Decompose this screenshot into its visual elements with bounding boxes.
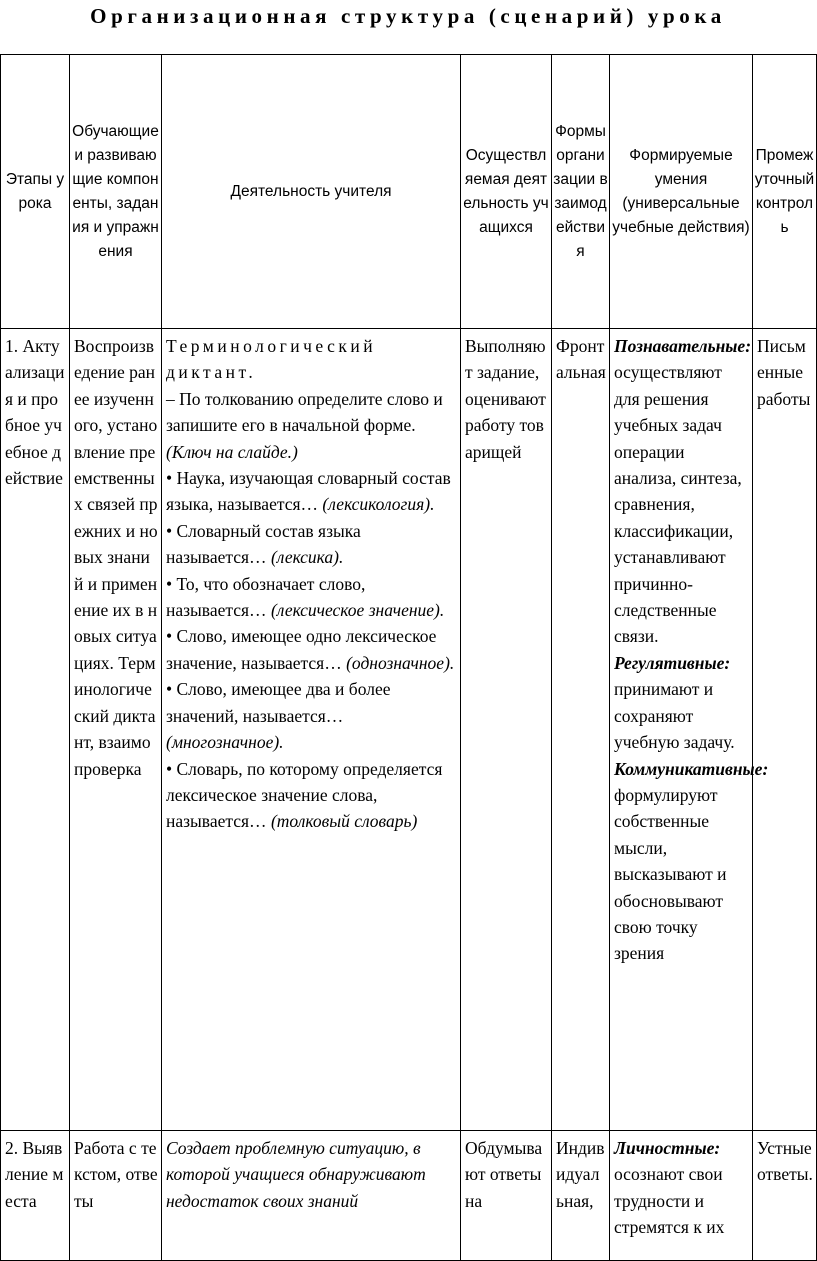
header-control: Промежуточный контроль <box>753 55 817 329</box>
header-forms: Формы организации взаимодействия <box>552 55 610 329</box>
dictation-item: • Словарный состав языка называется… (лексика). <box>166 520 361 568</box>
row1-stage: 1. Актуализация и пробное учебное действие <box>1 329 70 1131</box>
skill-text-cognitive: осуществляют для решения учебных задач операции анализа, синтеза, сравнения, классификации, устанавливают причинно-следственные связи. <box>614 362 742 647</box>
lesson-structure-table <box>0 54 817 1261</box>
row1-forms: Фронтальная <box>552 329 610 1131</box>
table-row <box>1 1131 817 1261</box>
row1-components: Воспроизведение ранее изученного, установление преемственных связей прежних и новых знаний и применение их в новых ситуациях. Терминологический диктант, взаимопроверка <box>70 329 162 1131</box>
header-row <box>1 55 817 329</box>
table-row <box>1 329 817 1131</box>
row1-teacher-activity <box>162 329 461 1131</box>
dictation-heading: Терминологический диктант. <box>166 336 377 383</box>
dictation-item: • То, что обозначает слово, называется… (лексическое значение). <box>166 573 445 621</box>
skill-text-regulatory: принимают и сохраняют учебную задачу. <box>614 679 735 753</box>
row2-stage: 2. Выявление места <box>1 1131 70 1261</box>
skill-text-communicative: формулируют собственные мысли, высказывают и обосновывают свою точку зрения <box>614 784 727 964</box>
dictation-item: • Слово, имеющее два и более значений, называется… (многозначное). <box>166 679 391 753</box>
skill-label-personal: Личностные: <box>614 1138 721 1158</box>
row2-student-activity: Обдумывают ответы на <box>461 1131 552 1261</box>
header-student-activity: Осуществляемая деятельность учащихся <box>461 55 552 329</box>
dictation-item: • Словарь, по которому определяется лексическое значение слова, называется… (толковый словарь) <box>166 758 443 832</box>
row2-teacher-activity: Создает проблемную ситуацию, в которой учащиеся обнаруживают недостаток своих знаний <box>162 1131 461 1261</box>
skill-text-personal: осознают свои трудности и стремятся к их <box>614 1164 725 1238</box>
row1-student-activity: Выполняют задание, оценивают работу товарищей <box>461 329 552 1131</box>
skill-label-cognitive: Познавательные: <box>614 336 752 356</box>
skill-label-regulatory: Регулятивные: <box>614 652 731 673</box>
dictation-intro: – По толкованию определите слово и запишите его в начальной форме. <box>166 388 443 436</box>
dictation-item: • Наука, изучающая словарный состав языка, называется… (лексикология). <box>166 468 451 515</box>
header-teacher-activity: Деятельность учителя <box>162 55 461 329</box>
row1-skills <box>610 329 769 1131</box>
row2-forms: Индивидуальная, <box>552 1131 610 1261</box>
row1-control: Письменные работы <box>753 329 817 1131</box>
header-components: Обучающие и развивающие компоненты, задания и упражнения <box>70 55 162 329</box>
skill-label-communicative: Коммуникативные: <box>614 758 769 779</box>
header-skills: Формируемые умения (универсальные учебные действия) <box>610 55 753 329</box>
row2-control: Устные ответы. <box>753 1131 817 1261</box>
row2-components: Работа с текстом, ответы <box>70 1131 162 1261</box>
dictation-key-note: (Ключ на слайде.) <box>166 441 298 462</box>
dictation-item: • Слово, имеющее одно лексическое значение, называется… (однозначное). <box>166 626 455 673</box>
row2-skills <box>610 1131 753 1261</box>
page-title: Организационная структура (сценарий) урока <box>90 4 726 28</box>
header-stage: Этапы урока <box>1 55 70 329</box>
